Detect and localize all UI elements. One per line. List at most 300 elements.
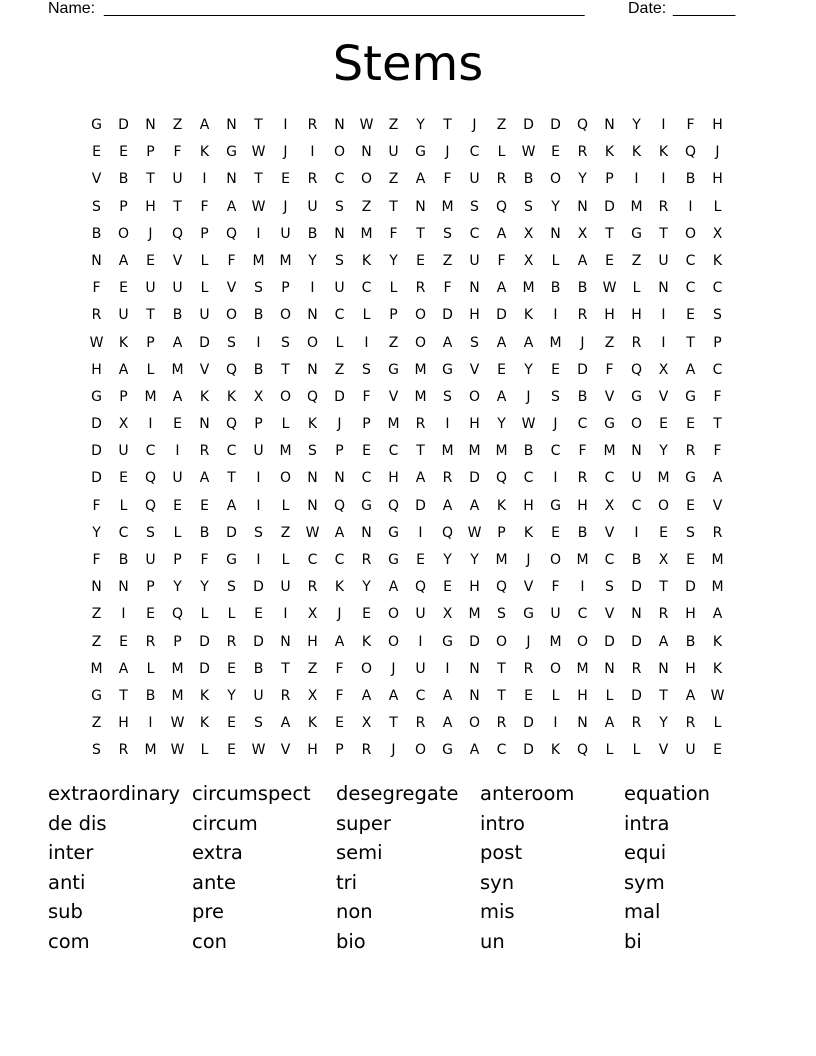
grid-letter: G: [388, 524, 399, 541]
grid-letter: T: [146, 307, 155, 324]
grid-letter: R: [415, 280, 426, 297]
grid-letter: S: [686, 524, 695, 541]
grid-letter: U: [685, 742, 696, 759]
grid-letter: M: [630, 198, 643, 215]
grid-letter: F: [443, 171, 452, 188]
grid-letter: M: [549, 633, 562, 650]
grid-letter: X: [523, 252, 534, 269]
grid-letter: C: [604, 470, 615, 487]
grid-letter: O: [684, 225, 697, 242]
grid-letter: X: [523, 225, 534, 242]
grid-letter: F: [200, 552, 209, 568]
grid-letter: E: [551, 144, 560, 161]
grid-letter: P: [362, 416, 371, 433]
grid-letter: D: [91, 443, 102, 460]
grid-row: [83, 439, 733, 466]
grid-letter: T: [173, 198, 182, 215]
grid-letter: H: [604, 307, 615, 324]
grid-letter: I: [688, 198, 693, 215]
grid-letter: M: [495, 552, 508, 568]
grid-letter: U: [172, 171, 183, 188]
grid-letter: I: [148, 416, 153, 433]
grid-letter: Z: [388, 117, 399, 133]
grid-letter: C: [469, 225, 480, 242]
grid-letter: I: [283, 117, 288, 133]
grid-letter: N: [226, 171, 237, 188]
grid-row: [83, 412, 733, 439]
grid-letter: B: [91, 225, 102, 242]
grid-letter: O: [333, 144, 346, 161]
word-bank-item: con: [192, 929, 228, 953]
grid-letter: P: [119, 388, 128, 405]
grid-letter: V: [604, 606, 615, 623]
header: [48, 0, 748, 20]
grid-letter: M: [279, 252, 292, 269]
grid-letter: O: [468, 715, 481, 732]
grid-letter: S: [146, 524, 155, 541]
grid-letter: E: [227, 742, 236, 759]
grid-letter: Q: [576, 117, 589, 133]
grid-letter: K: [496, 497, 507, 514]
grid-letter: A: [226, 497, 237, 514]
grid-letter: E: [146, 606, 155, 623]
grid-letter: I: [661, 334, 666, 351]
grid-letter: C: [145, 443, 156, 460]
grid-letter: O: [117, 225, 130, 242]
grid-letter: D: [442, 307, 453, 324]
grid-letter: I: [634, 171, 639, 188]
grid-letter: S: [551, 388, 560, 405]
grid-letter: O: [549, 660, 562, 677]
grid-letter: S: [443, 388, 452, 405]
grid-letter: G: [91, 117, 102, 133]
grid-letter: K: [334, 579, 345, 596]
grid-letter: N: [280, 633, 291, 650]
grid-letter: H: [91, 361, 102, 378]
grid-letter: K: [199, 715, 210, 732]
grid-letter: D: [199, 633, 210, 650]
grid-letter: C: [550, 443, 561, 460]
word-bank-item: inter: [48, 841, 94, 865]
grid-letter: Q: [225, 225, 238, 242]
grid-letter: X: [442, 606, 453, 623]
grid-letter: S: [470, 198, 479, 215]
grid-letter: G: [442, 633, 453, 650]
grid-letter: F: [335, 687, 344, 704]
grid-letter: E: [497, 361, 506, 378]
grid-letter: M: [441, 443, 454, 460]
word-bank-item: circumspect: [192, 782, 311, 805]
grid-letter: O: [576, 633, 589, 650]
grid-letter: S: [227, 579, 236, 596]
grid-letter: L: [713, 198, 722, 215]
grid-letter: M: [576, 552, 589, 568]
grid-letter: H: [523, 497, 534, 514]
name-label: Name:: [48, 0, 96, 17]
grid-letter: Z: [496, 117, 507, 133]
grid-letter: L: [200, 252, 209, 269]
grid-letter: Q: [576, 742, 589, 759]
grid-letter: E: [443, 579, 452, 596]
grid-letter: S: [227, 334, 236, 351]
grid-letter: J: [391, 742, 396, 759]
grid-letter: D: [226, 524, 237, 541]
grid-letter: T: [254, 171, 263, 188]
grid-letter: B: [253, 361, 264, 378]
grid-letter: Y: [308, 252, 317, 269]
grid-letter: E: [416, 252, 425, 269]
grid-letter: Y: [227, 687, 236, 704]
grid-letter: N: [91, 252, 102, 269]
grid-letter: Y: [389, 252, 398, 269]
grid-letter: C: [496, 742, 507, 759]
grid-letter: J: [391, 660, 396, 677]
grid-letter: O: [549, 171, 562, 188]
grid-letter: R: [415, 715, 426, 732]
grid-letter: V: [658, 742, 669, 759]
grid-row: [83, 494, 733, 521]
grid-letter: I: [661, 171, 666, 188]
grid-letter: H: [307, 633, 318, 650]
grid-letter: F: [605, 361, 614, 378]
grid-letter: J: [148, 225, 153, 242]
grid-letter: E: [686, 307, 695, 324]
grid-letter: I: [256, 334, 261, 351]
grid-letter: D: [523, 117, 534, 133]
grid-letter: Y: [173, 579, 182, 596]
grid-letter: K: [199, 687, 210, 704]
grid-letter: A: [496, 225, 507, 242]
grid-letter: C: [712, 361, 723, 378]
grid-letter: R: [658, 606, 669, 623]
grid-letter: E: [146, 252, 155, 269]
grid-row: [83, 738, 733, 765]
grid-letter: M: [279, 443, 292, 460]
grid-letter: I: [364, 334, 369, 351]
grid-letter: P: [281, 280, 290, 297]
grid-letter: Q: [171, 225, 184, 242]
word-bank-item: sym: [624, 870, 665, 894]
grid-letter: R: [199, 443, 210, 460]
grid-letter: M: [495, 443, 508, 460]
grid-row: [83, 684, 733, 711]
grid-letter: A: [442, 715, 453, 732]
grid-letter: T: [497, 660, 506, 677]
grid-letter: M: [90, 660, 103, 677]
word-bank-item: extraordinary: [48, 782, 181, 805]
grid-letter: C: [307, 552, 318, 568]
word-bank-item: un: [480, 929, 505, 953]
grid-letter: K: [550, 742, 561, 759]
grid-letter: T: [443, 117, 452, 133]
grid-letter: H: [118, 715, 129, 732]
grid-letter: C: [118, 524, 129, 541]
grid-letter: K: [361, 252, 372, 269]
grid-letter: E: [362, 443, 371, 460]
grid-letter: Q: [225, 416, 238, 433]
grid-letter: L: [605, 742, 614, 759]
grid-letter: W: [359, 117, 374, 133]
grid-letter: M: [603, 443, 616, 460]
word-bank-item: ante: [192, 870, 236, 894]
grid-letter: R: [496, 171, 507, 188]
grid-letter: J: [337, 606, 342, 623]
grid-letter: K: [118, 334, 129, 351]
grid-letter: A: [496, 334, 507, 351]
grid-letter: X: [658, 552, 669, 568]
grid-letter: B: [253, 307, 264, 324]
grid-letter: T: [605, 225, 614, 242]
grid-letter: D: [199, 660, 210, 677]
grid-letter: H: [388, 470, 399, 487]
grid-letter: V: [604, 388, 615, 405]
grid-letter: U: [253, 443, 264, 460]
grid-letter: S: [362, 361, 371, 378]
grid-row: [83, 303, 733, 330]
grid-letter: D: [550, 117, 561, 133]
grid-letter: E: [227, 715, 236, 732]
grid-letter: E: [281, 171, 290, 188]
grid-letter: A: [442, 497, 453, 514]
grid-letter: U: [415, 660, 426, 677]
grid-letter: E: [119, 470, 128, 487]
grid-letter: A: [658, 633, 669, 650]
grid-letter: G: [685, 470, 696, 487]
grid-letter: H: [469, 307, 480, 324]
word-bank-item: sub: [48, 900, 83, 924]
grid-letter: I: [445, 660, 450, 677]
word-bank-row: [48, 839, 768, 869]
grid-letter: A: [118, 660, 129, 677]
grid-letter: A: [469, 497, 480, 514]
grid-letter: W: [467, 524, 482, 541]
grid-letter: N: [334, 117, 345, 133]
word-bank-item: intra: [624, 811, 670, 835]
grid-letter: Z: [307, 660, 318, 677]
word-bank-item: super: [336, 811, 391, 835]
grid-letter: P: [713, 334, 722, 351]
grid-letter: Y: [524, 361, 533, 378]
grid-letter: A: [415, 171, 426, 188]
grid-letter: C: [334, 552, 345, 568]
grid-letter: N: [469, 687, 480, 704]
grid-letter: N: [199, 416, 210, 433]
grid-letter: I: [418, 633, 423, 650]
grid-letter: I: [256, 470, 261, 487]
grid-letter: G: [442, 361, 453, 378]
grid-letter: K: [523, 524, 534, 541]
grid-letter: Q: [441, 524, 454, 541]
grid-letter: S: [443, 225, 452, 242]
grid-letter: K: [712, 660, 723, 677]
grid-letter: J: [283, 144, 288, 161]
grid-letter: N: [550, 225, 561, 242]
grid-letter: Z: [280, 524, 291, 541]
grid-letter: I: [121, 606, 126, 623]
grid-letter: O: [549, 552, 562, 568]
grid-letter: X: [118, 416, 129, 433]
grid-letter: A: [388, 687, 399, 704]
grid-letter: J: [337, 416, 342, 433]
grid-letter: G: [631, 225, 642, 242]
grid-letter: G: [388, 361, 399, 378]
grid-letter: X: [712, 225, 723, 242]
grid-letter: E: [659, 416, 668, 433]
grid-row: [83, 140, 733, 167]
grid-letter: C: [226, 443, 237, 460]
grid-letter: C: [469, 144, 480, 161]
grid-letter: K: [199, 388, 210, 405]
grid-letter: A: [199, 470, 210, 487]
grid-letter: S: [308, 443, 317, 460]
grid-letter: N: [469, 280, 480, 297]
grid-letter: K: [361, 633, 372, 650]
grid-letter: I: [148, 715, 153, 732]
grid-letter: R: [577, 307, 588, 324]
grid-letter: I: [580, 579, 585, 596]
grid-letter: K: [712, 633, 723, 650]
grid-letter: W: [170, 715, 185, 732]
grid-letter: C: [577, 606, 588, 623]
grid-letter: D: [604, 198, 615, 215]
word-bank: [48, 780, 768, 958]
word-bank-item: de dis: [48, 811, 107, 835]
grid-letter: U: [280, 225, 291, 242]
grid-letter: P: [254, 416, 263, 433]
grid-letter: M: [171, 361, 184, 378]
grid-letter: N: [361, 524, 372, 541]
grid-letter: I: [283, 606, 288, 623]
grid-letter: L: [281, 416, 290, 433]
word-bank-item: equi: [624, 841, 667, 865]
grid-letter: U: [631, 470, 642, 487]
grid-letter: X: [577, 225, 588, 242]
grid-letter: U: [253, 687, 264, 704]
grid-letter: A: [577, 252, 588, 269]
grid-letter: A: [280, 715, 291, 732]
grid-letter: L: [200, 606, 209, 623]
grid-letter: F: [578, 443, 587, 460]
grid-letter: J: [445, 144, 450, 161]
grid-letter: R: [712, 524, 723, 541]
grid-letter: G: [685, 388, 696, 405]
grid-letter: U: [307, 198, 318, 215]
word-bank-row: [48, 810, 768, 840]
date-blank-line: _______: [673, 0, 736, 17]
grid-row: [83, 602, 733, 629]
grid-letter: E: [659, 524, 668, 541]
grid-letter: N: [118, 579, 129, 596]
word-bank-item: equation: [624, 782, 711, 805]
grid-letter: O: [414, 334, 427, 351]
grid-letter: A: [604, 715, 615, 732]
grid-letter: F: [713, 388, 722, 405]
grid-letter: D: [199, 334, 210, 351]
grid-letter: C: [523, 470, 534, 487]
grid-letter: I: [256, 225, 261, 242]
grid-letter: Y: [659, 443, 668, 460]
grid-letter: W: [602, 280, 617, 297]
grid-letter: W: [251, 198, 266, 215]
grid-letter: N: [658, 660, 669, 677]
grid-letter: E: [605, 252, 614, 269]
grid-letter: D: [253, 579, 264, 596]
grid-letter: E: [686, 552, 695, 568]
grid-letter: J: [283, 198, 288, 215]
grid-letter: Z: [172, 117, 183, 133]
grid-letter: O: [414, 742, 427, 759]
grid-letter: S: [254, 715, 263, 732]
grid-letter: Q: [495, 579, 508, 596]
grid-letter: Z: [91, 633, 102, 650]
grid-letter: N: [145, 117, 156, 133]
grid-letter: Y: [92, 524, 101, 541]
grid-letter: M: [171, 687, 184, 704]
grid-letter: I: [553, 715, 558, 732]
grid-letter: K: [631, 144, 642, 161]
grid-letter: T: [119, 687, 128, 704]
grid-letter: D: [631, 633, 642, 650]
grid-letter: F: [335, 660, 344, 677]
grid-letter: E: [416, 552, 425, 568]
grid-letter: I: [310, 280, 315, 297]
grid-letter: T: [281, 361, 290, 378]
grid-letter: W: [170, 742, 185, 759]
grid-letter: J: [526, 633, 531, 650]
grid-letter: W: [305, 524, 320, 541]
grid-letter: M: [441, 198, 454, 215]
grid-letter: R: [631, 715, 642, 732]
grid-letter: R: [577, 470, 588, 487]
grid-letter: P: [146, 579, 155, 596]
grid-letter: M: [711, 579, 724, 596]
word-bank-item: non: [336, 900, 373, 924]
grid-letter: B: [577, 524, 588, 541]
grid-letter: W: [521, 416, 536, 433]
word-search-grid: [83, 113, 733, 766]
grid-letter: O: [495, 633, 508, 650]
word-bank-item: bi: [624, 929, 642, 953]
grid-letter: N: [577, 715, 588, 732]
grid-letter: A: [442, 687, 453, 704]
grid-letter: H: [145, 198, 156, 215]
grid-letter: M: [522, 280, 535, 297]
grid-letter: C: [685, 280, 696, 297]
grid-letter: W: [251, 742, 266, 759]
grid-letter: D: [523, 715, 534, 732]
grid-letter: G: [388, 552, 399, 568]
grid-letter: R: [280, 687, 291, 704]
grid-letter: A: [712, 606, 723, 623]
grid-letter: A: [442, 334, 453, 351]
grid-letter: T: [281, 660, 290, 677]
grid-letter: Z: [334, 361, 345, 378]
grid-letter: H: [577, 497, 588, 514]
grid-letter: Y: [578, 171, 587, 188]
grid-letter: C: [712, 280, 723, 297]
grid-letter: T: [227, 470, 236, 487]
grid-letter: X: [307, 606, 318, 623]
grid-letter: R: [685, 443, 696, 460]
word-bank-item: extra: [192, 841, 243, 865]
grid-letter: L: [551, 252, 560, 269]
grid-letter: F: [200, 198, 209, 215]
grid-letter: U: [550, 606, 561, 623]
grid-row: [83, 249, 733, 276]
grid-row: [83, 195, 733, 222]
grid-letter: X: [307, 687, 318, 704]
grid-letter: V: [199, 361, 210, 378]
